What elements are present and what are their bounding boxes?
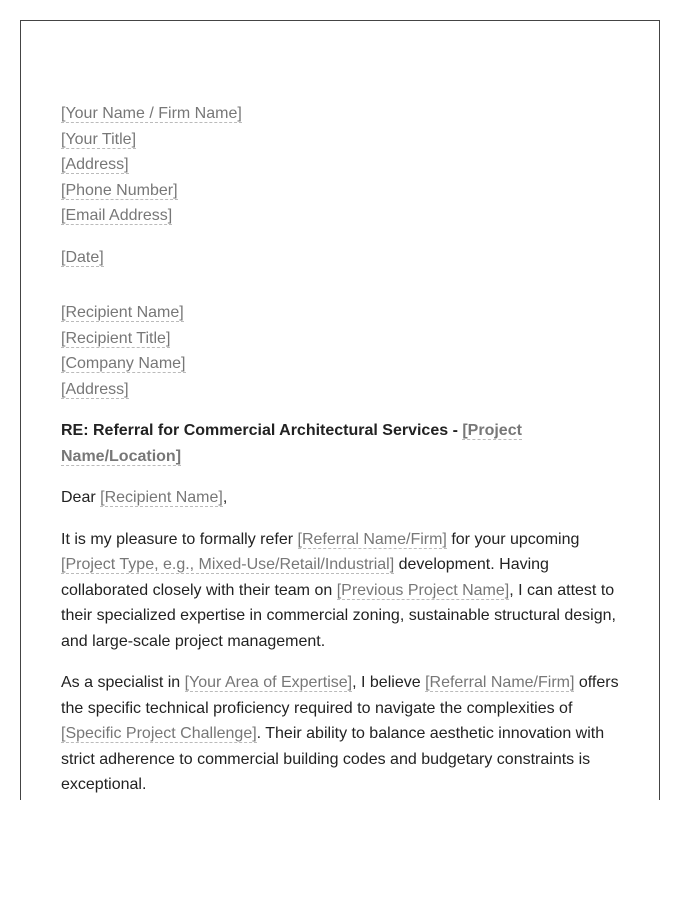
recipient-company-placeholder[interactable]: [Company Name]: [61, 355, 186, 372]
salutation-suffix: ,: [222, 489, 228, 506]
paragraph-text: offers: [574, 674, 619, 691]
letter-content: [61, 101, 631, 798]
salutation: [61, 485, 631, 511]
paragraph-text: exceptional.: [61, 776, 147, 793]
body-paragraph-2: [61, 670, 631, 798]
referral-name-placeholder-2[interactable]: [Referral Name/Firm]: [425, 674, 575, 691]
paragraph-text: As a specialist in: [61, 674, 185, 691]
previous-project-placeholder[interactable]: [Previous Project Name]: [336, 581, 510, 599]
recipient-name-placeholder[interactable]: [Recipient Name]: [61, 304, 184, 321]
paragraph-text: It is my pleasure to formally refer: [61, 530, 298, 548]
recipient-title-placeholder[interactable]: [Recipient Title]: [61, 329, 171, 347]
sender-name-placeholder[interactable]: [Your Name / Firm Name]: [61, 105, 242, 122]
subject-line: [61, 418, 631, 469]
paragraph-text: collaborated closely with their team on: [61, 581, 337, 599]
paragraph-text: the specific technical proficiency required to navigate the complexities of: [61, 699, 573, 717]
paragraph-text: , I can attest to: [509, 581, 615, 599]
recipient-address-placeholder[interactable]: [Address]: [61, 380, 129, 398]
paragraph-text: . Their ability to balance aesthetic innovation with: [256, 725, 605, 742]
date-block: [61, 245, 631, 271]
salutation-recipient-placeholder[interactable]: [Recipient Name]: [100, 489, 223, 506]
subject-project-placeholder-1[interactable]: [Project: [462, 422, 522, 439]
area-of-expertise-placeholder[interactable]: [Your Area of Expertise]: [184, 674, 353, 691]
subject-project-placeholder-2[interactable]: Name/Location]: [61, 447, 182, 465]
recipient-block: [61, 300, 631, 402]
project-challenge-placeholder[interactable]: [Specific Project Challenge]: [61, 725, 257, 742]
paragraph-text: , I believe: [352, 674, 426, 691]
sender-address-placeholder[interactable]: [Address]: [61, 156, 129, 173]
sender-email-placeholder[interactable]: [Email Address]: [61, 207, 173, 224]
subject-prefix: RE: Referral for Commercial Architectural Services -: [61, 422, 463, 439]
paragraph-text: and large-scale project management.: [61, 632, 326, 650]
paragraph-text: strict adherence to commercial building codes and budgetary constraints is: [61, 750, 591, 768]
referral-name-placeholder[interactable]: [Referral Name/Firm]: [297, 530, 447, 548]
paragraph-text: development. Having: [394, 556, 549, 573]
paragraph-text: for your upcoming: [446, 530, 580, 548]
sender-block: [61, 101, 631, 229]
date-placeholder[interactable]: [Date]: [61, 248, 104, 266]
project-type-placeholder[interactable]: [Project Type, e.g., Mixed-Use/Retail/Industrial]: [61, 556, 395, 573]
sender-phone-placeholder[interactable]: [Phone Number]: [61, 181, 178, 199]
letter-page: [20, 20, 660, 800]
salutation-prefix: Dear: [61, 489, 101, 506]
paragraph-text: their specialized expertise in commercial zoning, sustainable structural design,: [61, 607, 616, 624]
body-paragraph-1: [61, 527, 631, 655]
sender-title-placeholder[interactable]: [Your Title]: [61, 130, 137, 148]
